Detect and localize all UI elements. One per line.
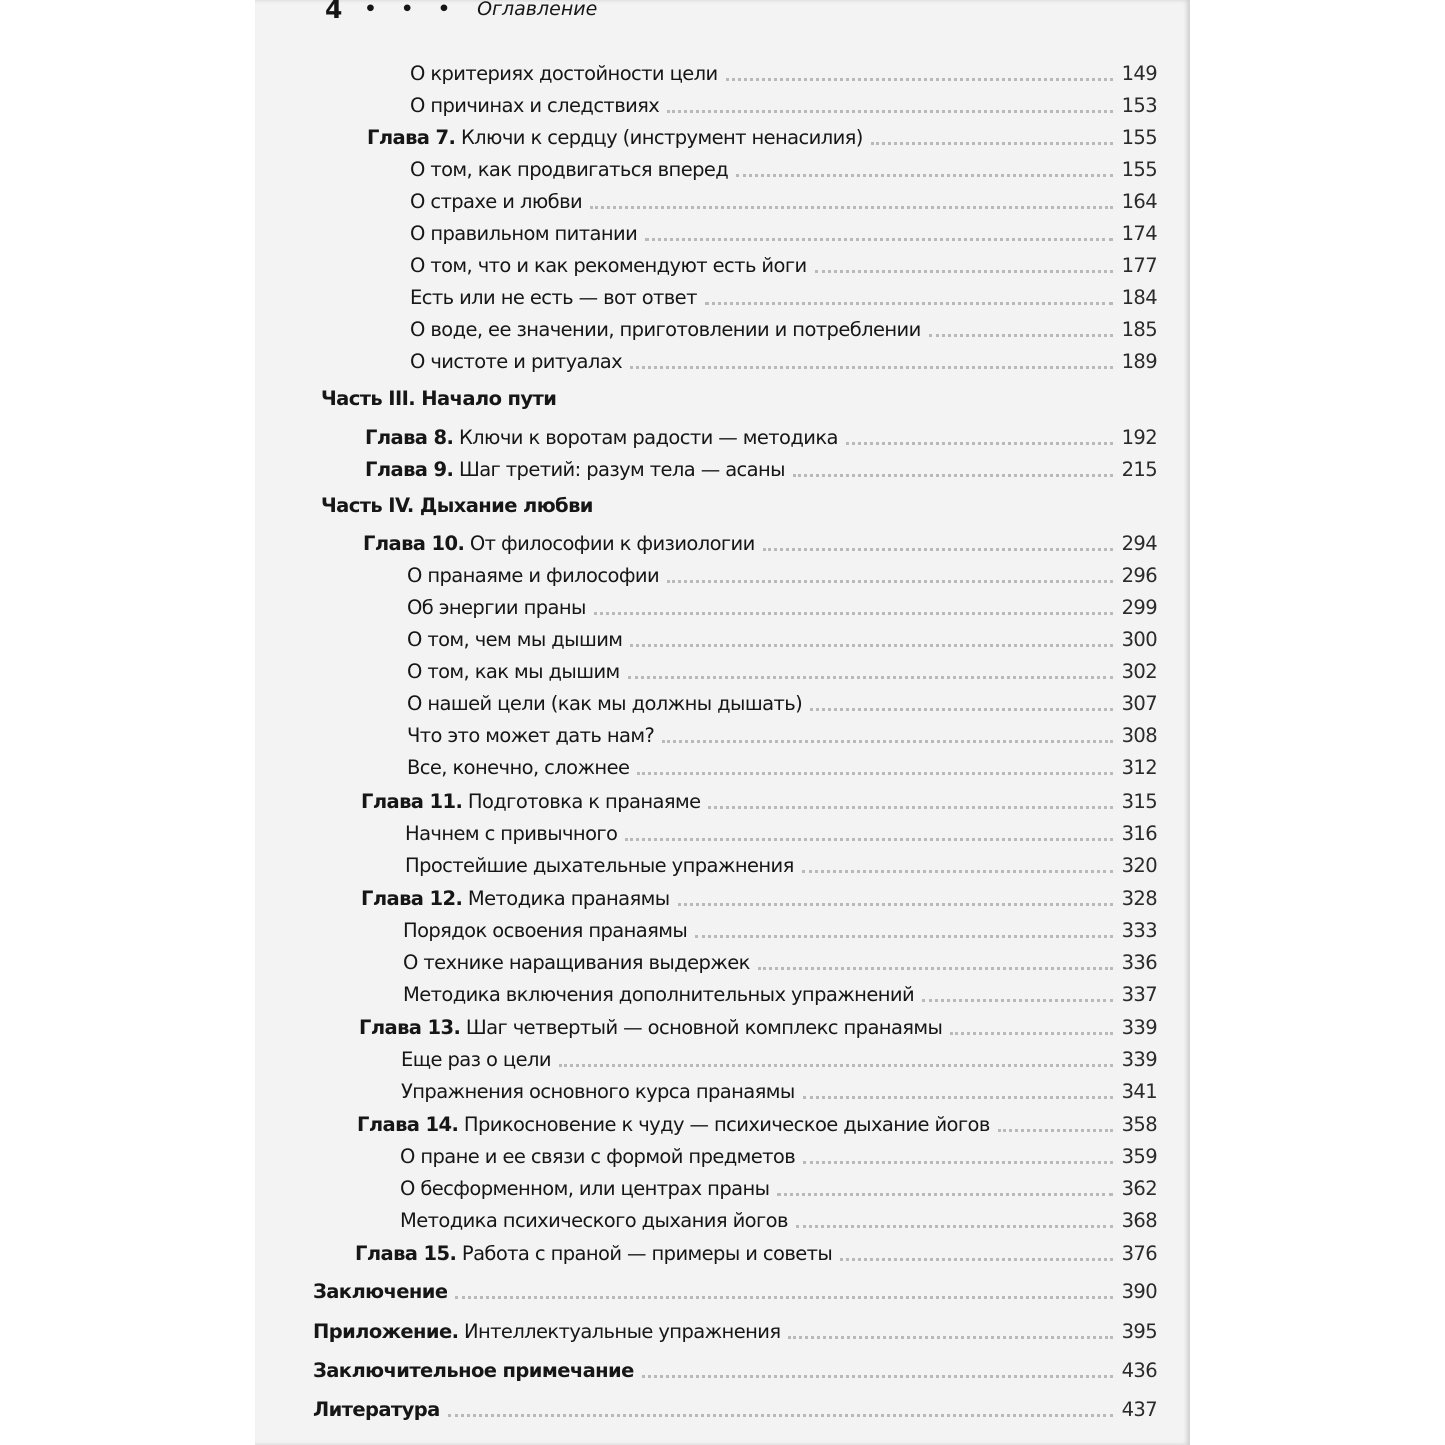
toc-page-number: 296 bbox=[1121, 564, 1157, 587]
toc-leader bbox=[705, 302, 1113, 305]
toc-entry-title bbox=[361, 790, 700, 814]
chapter-title: Ключи к сердцу (инструмент ненасилия) bbox=[455, 126, 863, 149]
toc-entry-title: О том, чем мы дышим bbox=[407, 628, 623, 651]
toc-section-entry[interactable] bbox=[313, 1392, 1157, 1422]
toc-leader bbox=[630, 366, 1113, 369]
toc-entry-title: Начнем с привычного bbox=[405, 822, 618, 845]
toc-leader bbox=[637, 772, 1113, 775]
toc-entry-title: О правильном питании bbox=[410, 222, 638, 245]
toc-entry-title: О пранаяме и философии bbox=[407, 564, 660, 587]
appendix-label: Приложение. bbox=[313, 1320, 459, 1343]
toc-leader bbox=[922, 999, 1113, 1002]
toc-entry-title: О критериях достойности цели bbox=[410, 62, 718, 85]
toc-entry-title: О воде, ее значении, приготовлении и потреблении bbox=[410, 318, 921, 341]
chapter-label: Глава 13. bbox=[359, 1016, 461, 1039]
toc-entry-title: Порядок освоения пранаямы bbox=[403, 919, 688, 942]
chapter-label: Глава 12. bbox=[361, 887, 463, 910]
toc-section-entry[interactable] bbox=[313, 1314, 1157, 1344]
toc-entry-title bbox=[365, 426, 838, 450]
chapter-title: Ключи к воротам радости — методика bbox=[453, 426, 838, 449]
toc-page-number: 215 bbox=[1121, 458, 1157, 481]
toc-chapter-entry[interactable] bbox=[361, 881, 1157, 911]
toc-leader bbox=[840, 1258, 1113, 1261]
chapter-label: Глава 8. bbox=[365, 426, 454, 449]
toc-entry-title: Простейшие дыхательные упражнения bbox=[405, 854, 794, 877]
toc-page-number: 177 bbox=[1121, 254, 1157, 277]
toc-page-number: 192 bbox=[1121, 426, 1157, 449]
toc-entry[interactable] bbox=[407, 622, 1157, 652]
toc-page-number: 184 bbox=[1121, 286, 1157, 309]
toc-entry-title: Еще раз о цели bbox=[401, 1048, 551, 1071]
toc-leader bbox=[625, 838, 1113, 841]
appendix-title: Интеллектуальные упражнения bbox=[458, 1320, 781, 1343]
toc-entry-title: Заключение bbox=[313, 1280, 448, 1303]
chapter-label: Глава 7. bbox=[367, 126, 456, 149]
page-number: 4 bbox=[325, 0, 343, 24]
toc-entry-title: О причинах и следствиях bbox=[410, 94, 660, 117]
toc-page-number: 185 bbox=[1121, 318, 1157, 341]
toc-entry[interactable] bbox=[407, 750, 1157, 780]
toc-page-number: 359 bbox=[1121, 1145, 1157, 1168]
toc-leader bbox=[726, 78, 1113, 81]
toc-part-heading[interactable]: Часть III. Начало пути bbox=[321, 387, 557, 410]
toc-entry[interactable] bbox=[410, 312, 1157, 342]
toc-entry[interactable] bbox=[410, 216, 1157, 246]
toc-page-number: 299 bbox=[1121, 596, 1157, 619]
toc-entry-title: Есть или не есть — вот ответ bbox=[410, 286, 697, 309]
toc-leader bbox=[810, 708, 1113, 711]
toc-page-number: 336 bbox=[1121, 951, 1157, 974]
toc-page-number: 294 bbox=[1121, 532, 1157, 555]
toc-leader bbox=[736, 174, 1113, 177]
toc-entry-title bbox=[367, 126, 863, 150]
toc-chapter-entry[interactable] bbox=[359, 1010, 1157, 1040]
toc-chapter-entry[interactable] bbox=[361, 784, 1157, 814]
chapter-label: Глава 15. bbox=[355, 1242, 457, 1265]
toc-leader bbox=[645, 238, 1113, 241]
toc-chapter-entry[interactable] bbox=[357, 1107, 1157, 1137]
chapter-title: Методика пранаямы bbox=[462, 887, 670, 910]
toc-page-number: 437 bbox=[1121, 1398, 1157, 1421]
toc-entry-title: Что это может дать нам? bbox=[407, 724, 655, 747]
toc-leader bbox=[803, 1161, 1113, 1164]
toc-chapter-entry[interactable] bbox=[367, 120, 1157, 150]
toc-entry-title: О чистоте и ритуалах bbox=[410, 350, 623, 373]
toc-leader bbox=[871, 142, 1113, 145]
toc-page-number: 164 bbox=[1121, 190, 1157, 213]
toc-entry-title bbox=[357, 1113, 990, 1137]
toc-page-number: 174 bbox=[1121, 222, 1157, 245]
toc-leader bbox=[788, 1336, 1113, 1339]
chapter-label: Глава 9. bbox=[365, 458, 454, 481]
toc-leader bbox=[846, 442, 1113, 445]
toc-part-heading[interactable]: Часть IV. Дыхание любви bbox=[321, 494, 593, 517]
toc-leader bbox=[763, 548, 1113, 551]
toc-page-number: 376 bbox=[1121, 1242, 1157, 1265]
toc-entry-title bbox=[363, 532, 755, 556]
scan-margin-left bbox=[0, 0, 255, 1445]
toc-leader bbox=[929, 334, 1113, 337]
toc-entry-title: Упражнения основного курса пранаямы bbox=[401, 1080, 795, 1103]
toc-leader bbox=[803, 1096, 1113, 1099]
toc-entry[interactable] bbox=[403, 913, 1157, 943]
toc-section-entry[interactable] bbox=[313, 1274, 1157, 1304]
toc-entry-title: Все, конечно, сложнее bbox=[407, 756, 630, 779]
toc-page-number: 333 bbox=[1121, 919, 1157, 942]
chapter-title: Шаг третий: разум тела — асаны bbox=[453, 458, 785, 481]
toc-leader bbox=[559, 1064, 1113, 1067]
toc-entry-title: Заключительное примечание bbox=[313, 1359, 634, 1382]
toc-page-number: 436 bbox=[1121, 1359, 1157, 1382]
toc-page-number: 337 bbox=[1121, 983, 1157, 1006]
toc-leader bbox=[630, 644, 1113, 647]
toc-entry[interactable] bbox=[403, 945, 1157, 975]
scan-margin-right bbox=[1190, 0, 1445, 1445]
chapter-label: Глава 10. bbox=[363, 532, 465, 555]
chapter-label: Глава 14. bbox=[357, 1113, 459, 1136]
toc-page-number: 341 bbox=[1121, 1080, 1157, 1103]
toc-leader bbox=[950, 1032, 1113, 1035]
toc-page-number: 153 bbox=[1121, 94, 1157, 117]
toc-entry[interactable] bbox=[400, 1139, 1157, 1169]
toc-entry[interactable] bbox=[410, 248, 1157, 278]
toc-leader bbox=[662, 740, 1113, 743]
toc-leader bbox=[667, 110, 1113, 113]
toc-page-number: 368 bbox=[1121, 1209, 1157, 1232]
toc-entry-title bbox=[313, 1320, 780, 1344]
toc-entry-title: О технике наращивания выдержек bbox=[403, 951, 750, 974]
toc-leader bbox=[793, 474, 1113, 477]
toc-page-number: 189 bbox=[1121, 350, 1157, 373]
toc-leader bbox=[802, 870, 1113, 873]
toc-leader bbox=[758, 967, 1113, 970]
toc-entry[interactable] bbox=[403, 977, 1157, 1007]
toc-entry-title: О том, что и как рекомендуют есть йоги bbox=[410, 254, 807, 277]
toc-page-number: 395 bbox=[1121, 1320, 1157, 1343]
toc-entry[interactable] bbox=[405, 848, 1157, 878]
book-page bbox=[255, 0, 1190, 1445]
toc-entry[interactable] bbox=[410, 152, 1157, 182]
toc-page-number: 155 bbox=[1121, 158, 1157, 181]
toc-page-number: 307 bbox=[1121, 692, 1157, 715]
toc-chapter-entry[interactable] bbox=[365, 452, 1157, 482]
toc-leader bbox=[448, 1414, 1113, 1417]
toc-entry-title: Литература bbox=[313, 1398, 440, 1421]
toc-entry-title: О нашей цели (как мы должны дышать) bbox=[407, 692, 803, 715]
chapter-label: Глава 11. bbox=[361, 790, 463, 813]
toc-page-number: 308 bbox=[1121, 724, 1157, 747]
chapter-title: Прикосновение к чуду — психическое дыхание йогов bbox=[458, 1113, 990, 1136]
toc-entry-title: Об энергии праны bbox=[407, 596, 586, 619]
toc-entry[interactable] bbox=[407, 654, 1157, 684]
toc-chapter-entry[interactable] bbox=[363, 526, 1157, 556]
toc-page-number: 149 bbox=[1121, 62, 1157, 85]
toc-entry[interactable] bbox=[407, 558, 1157, 588]
toc-entry-title: О том, как мы дышим bbox=[407, 660, 620, 683]
toc-page-number: 316 bbox=[1121, 822, 1157, 845]
toc-entry[interactable] bbox=[407, 718, 1157, 748]
toc-page-number: 362 bbox=[1121, 1177, 1157, 1200]
chapter-title: Шаг четвертый — основной комплекс пранаямы bbox=[460, 1016, 943, 1039]
toc-entry[interactable] bbox=[400, 1171, 1157, 1201]
toc-entry[interactable] bbox=[400, 1203, 1157, 1233]
toc-entry[interactable] bbox=[410, 56, 1157, 86]
toc-page-number: 339 bbox=[1121, 1048, 1157, 1071]
toc-entry-title: О том, как продвигаться вперед bbox=[410, 158, 729, 181]
toc-entry[interactable] bbox=[401, 1074, 1157, 1104]
toc-entry-title bbox=[365, 458, 785, 482]
toc-page-number: 302 bbox=[1121, 660, 1157, 683]
running-head-dots: • • • bbox=[364, 0, 460, 20]
toc-entry[interactable] bbox=[407, 686, 1157, 716]
toc-entry-title: О пране и ее связи с формой предметов bbox=[400, 1145, 796, 1168]
toc-leader bbox=[642, 1375, 1113, 1378]
toc-entry[interactable] bbox=[407, 590, 1157, 620]
toc-leader bbox=[777, 1193, 1113, 1196]
toc-entry-title: Методика включения дополнительных упражнений bbox=[403, 983, 915, 1006]
toc-entry-title bbox=[361, 887, 670, 911]
toc-entry[interactable] bbox=[410, 280, 1157, 310]
toc-leader bbox=[998, 1129, 1113, 1132]
toc-chapter-entry[interactable] bbox=[355, 1236, 1157, 1266]
toc-entry-title bbox=[359, 1016, 942, 1040]
toc-page-number: 358 bbox=[1121, 1113, 1157, 1136]
toc-page-number: 312 bbox=[1121, 756, 1157, 779]
toc-page-number: 390 bbox=[1121, 1280, 1157, 1303]
toc-leader bbox=[695, 935, 1113, 938]
toc-page-number: 315 bbox=[1121, 790, 1157, 813]
toc-section-entry[interactable] bbox=[313, 1353, 1157, 1383]
toc-leader bbox=[455, 1296, 1113, 1299]
toc-entry[interactable] bbox=[405, 816, 1157, 846]
toc-entry[interactable] bbox=[410, 88, 1157, 118]
toc-entry[interactable] bbox=[401, 1042, 1157, 1072]
toc-leader bbox=[678, 903, 1113, 906]
toc-page-number: 155 bbox=[1121, 126, 1157, 149]
toc-entry-title: О страхе и любви bbox=[410, 190, 583, 213]
toc-leader bbox=[590, 206, 1113, 209]
toc-entry-title: О бесформенном, или центрах праны bbox=[400, 1177, 770, 1200]
toc-leader bbox=[594, 612, 1113, 615]
toc-chapter-entry[interactable] bbox=[365, 420, 1157, 450]
running-head bbox=[325, 0, 597, 24]
toc-page-number: 328 bbox=[1121, 887, 1157, 910]
chapter-title: От философии к физиологии bbox=[464, 532, 755, 555]
toc-leader bbox=[667, 580, 1113, 583]
toc-entry-title: Методика психического дыхания йогов bbox=[400, 1209, 788, 1232]
toc-entry[interactable] bbox=[410, 184, 1157, 214]
toc-leader bbox=[628, 676, 1113, 679]
running-head-title: Оглавление bbox=[477, 0, 598, 20]
toc-leader bbox=[815, 270, 1113, 273]
toc-page-number: 320 bbox=[1121, 854, 1157, 877]
toc-page-number: 300 bbox=[1121, 628, 1157, 651]
chapter-title: Подготовка к пранаяме bbox=[462, 790, 701, 813]
chapter-title: Работа с праной — примеры и советы bbox=[456, 1242, 833, 1265]
toc-entry[interactable] bbox=[410, 344, 1157, 374]
toc-leader bbox=[796, 1225, 1113, 1228]
toc-page-number: 339 bbox=[1121, 1016, 1157, 1039]
toc-leader bbox=[708, 806, 1113, 809]
toc-entry-title bbox=[355, 1242, 832, 1266]
